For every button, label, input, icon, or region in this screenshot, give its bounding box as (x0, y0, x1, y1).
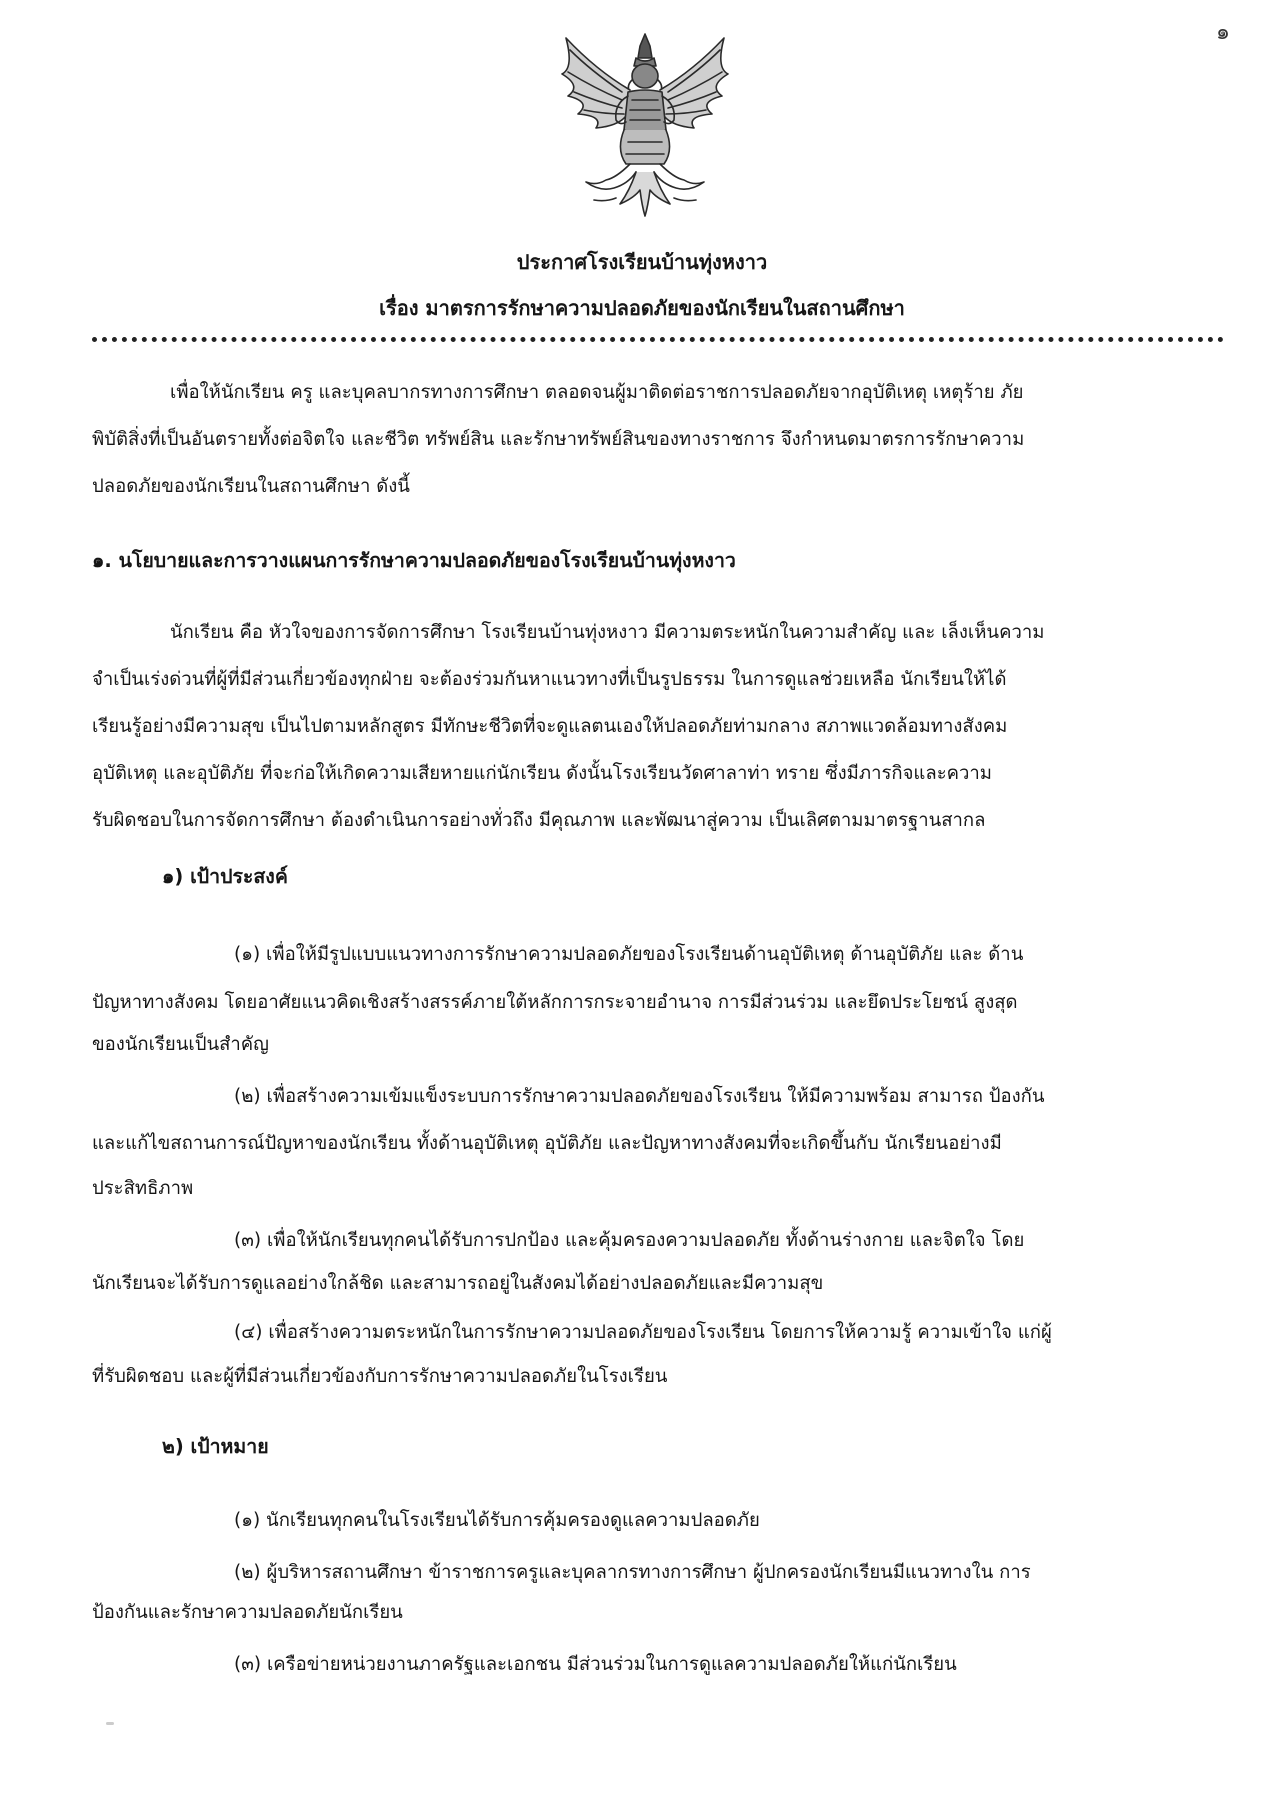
page-number: ๑ (1216, 20, 1230, 45)
paragraph-line: รับผิดชอบในการจัดการศึกษา ต้องดำเนินการอย่างทั่วถึง มีคุณภาพ และพัฒนาสู่ความ เป็นเลิศตามมาตรฐานสากล (92, 810, 986, 831)
list-item: ปัญหาทางสังคม โดยอาศัยแนวคิดเชิงสร้างสรรค์ภายใต้หลักการกระจายอำนาจ การมีส่วนร่วม และยึดประโยชน์ สูงสุด (92, 992, 1018, 1013)
list-item: (๑) นักเรียนทุกคนในโรงเรียนได้รับการคุ้มครองดูแลความปลอดภัย (234, 1510, 760, 1531)
list-item: (๓) เพื่อให้นักเรียนทุกคนได้รับการปกป้อง และคุ้มครองความปลอดภัย ทั้งด้านร่างกาย และจิตใจ โดย (234, 1230, 1025, 1251)
list-item: นักเรียนจะได้รับการดูแลอย่างใกล้ชิด และสามารถอยู่ในสังคมได้อย่างปลอดภัยและมีความสุข (92, 1273, 824, 1294)
list-item: (๑) เพื่อให้มีรูปแบบแนวทางการรักษาความปลอดภัยของโรงเรียนด้านอุบัติเหตุ ด้านอุบัติภัย และ ด้าน (234, 944, 1024, 965)
list-item: ป้องกันและรักษาความปลอดภัยนักเรียน (92, 1602, 403, 1623)
document-title: ประกาศโรงเรียนบ้านทุ่งหงาว (516, 250, 768, 274)
list-item: ที่รับผิดชอบ และผู้ที่มีส่วนเกี่ยวข้องกับการรักษาความปลอดภัยในโรงเรียน (92, 1366, 668, 1387)
paragraph-line: จำเป็นเร่งด่วนที่ผู้ที่มีส่วนเกี่ยวข้องทุกฝ่าย จะต้องร่วมกันหาแนวทางที่เป็นรูปธรรม ในการดูแลช่วยเหลือ นักเรียนให้ได้ (92, 669, 1007, 690)
garuda-emblem-icon (556, 30, 734, 220)
dotted-divider (92, 337, 1224, 342)
intro-line: พิบัติสิ่งที่เป็นอันตรายทั้งต่อจิตใจ และชีวิต ทรัพย์สิน และรักษาทรัพย์สินของทางราชการ จึงกำหนดมาตรการรักษาความ (92, 429, 1025, 450)
subsection-heading: ๑) เป้าประสงค์ (162, 865, 288, 888)
list-item: ของนักเรียนเป็นสำคัญ (92, 1034, 269, 1055)
list-item: ประสิทธิภาพ (92, 1178, 194, 1199)
intro-line: ปลอดภัยของนักเรียนในสถานศึกษา ดังนี้ (92, 476, 410, 497)
scan-mark (106, 1722, 114, 1725)
paragraph-line: อุบัติเหตุ และอุบัติภัย ที่จะก่อให้เกิดความเสียหายแก่นักเรียน ดังนั้นโรงเรียนวัดศาลาท่า ทราย ซึ่งมีภารกิจและความ (92, 763, 992, 784)
list-item: (๔) เพื่อสร้างความตระหนักในการรักษาความปลอดภัยของโรงเรียน โดยการให้ความรู้ ความเข้าใจ แก่ผู้ (234, 1322, 1052, 1343)
list-item: (๒) เพื่อสร้างความเข้มแข็งระบบการรักษาความปลอดภัยของโรงเรียน ให้มีความพร้อม สามารถ ป้องกัน (234, 1086, 1045, 1107)
paragraph-line: เรียนรู้อย่างมีความสุข เป็นไปตามหลักสูตร มีทักษะชีวิตที่จะดูแลตนเองให้ปลอดภัยท่ามกลาง สภาพแวดล้อมทางสังคม (92, 716, 1008, 737)
subsection-heading: ๒) เป้าหมาย (162, 1435, 269, 1458)
list-item: (๓) เครือข่ายหน่วยงานภาครัฐและเอกชน มีส่วนร่วมในการดูแลความปลอดภัยให้แก่นักเรียน (234, 1654, 957, 1675)
document-subject: เรื่อง มาตรการรักษาความปลอดภัยของนักเรียนในสถานศึกษา (379, 296, 905, 320)
section-heading: ๑. นโยบายและการวางแผนการรักษาความปลอดภัยของโรงเรียนบ้านทุ่งหงาว (92, 549, 736, 572)
intro-line: เพื่อให้นักเรียน ครู และบุคลบากรทางการศึกษา ตลอดจนผู้มาติดต่อราชการปลอดภัยจากอุบัติเหตุ เหตุร้าย ภัย (170, 382, 1024, 403)
paragraph-line: นักเรียน คือ หัวใจของการจัดการศึกษา โรงเรียนบ้านทุ่งหงาว มีความตระหนักในความสำคัญ และ เล็งเห็นความ (170, 622, 1045, 643)
list-item: และแก้ไขสถานการณ์ปัญหาของนักเรียน ทั้งด้านอุบัติเหตุ อุบัติภัย และปัญหาทางสังคมที่จะเกิดขึ้นกับ นักเรียนอย่างมี (92, 1133, 1002, 1154)
list-item: (๒) ผู้บริหารสถานศึกษา ข้าราชการครูและบุคลากรทางการศึกษา ผู้ปกครองนักเรียนมีแนวทางใน การ (234, 1562, 1031, 1583)
